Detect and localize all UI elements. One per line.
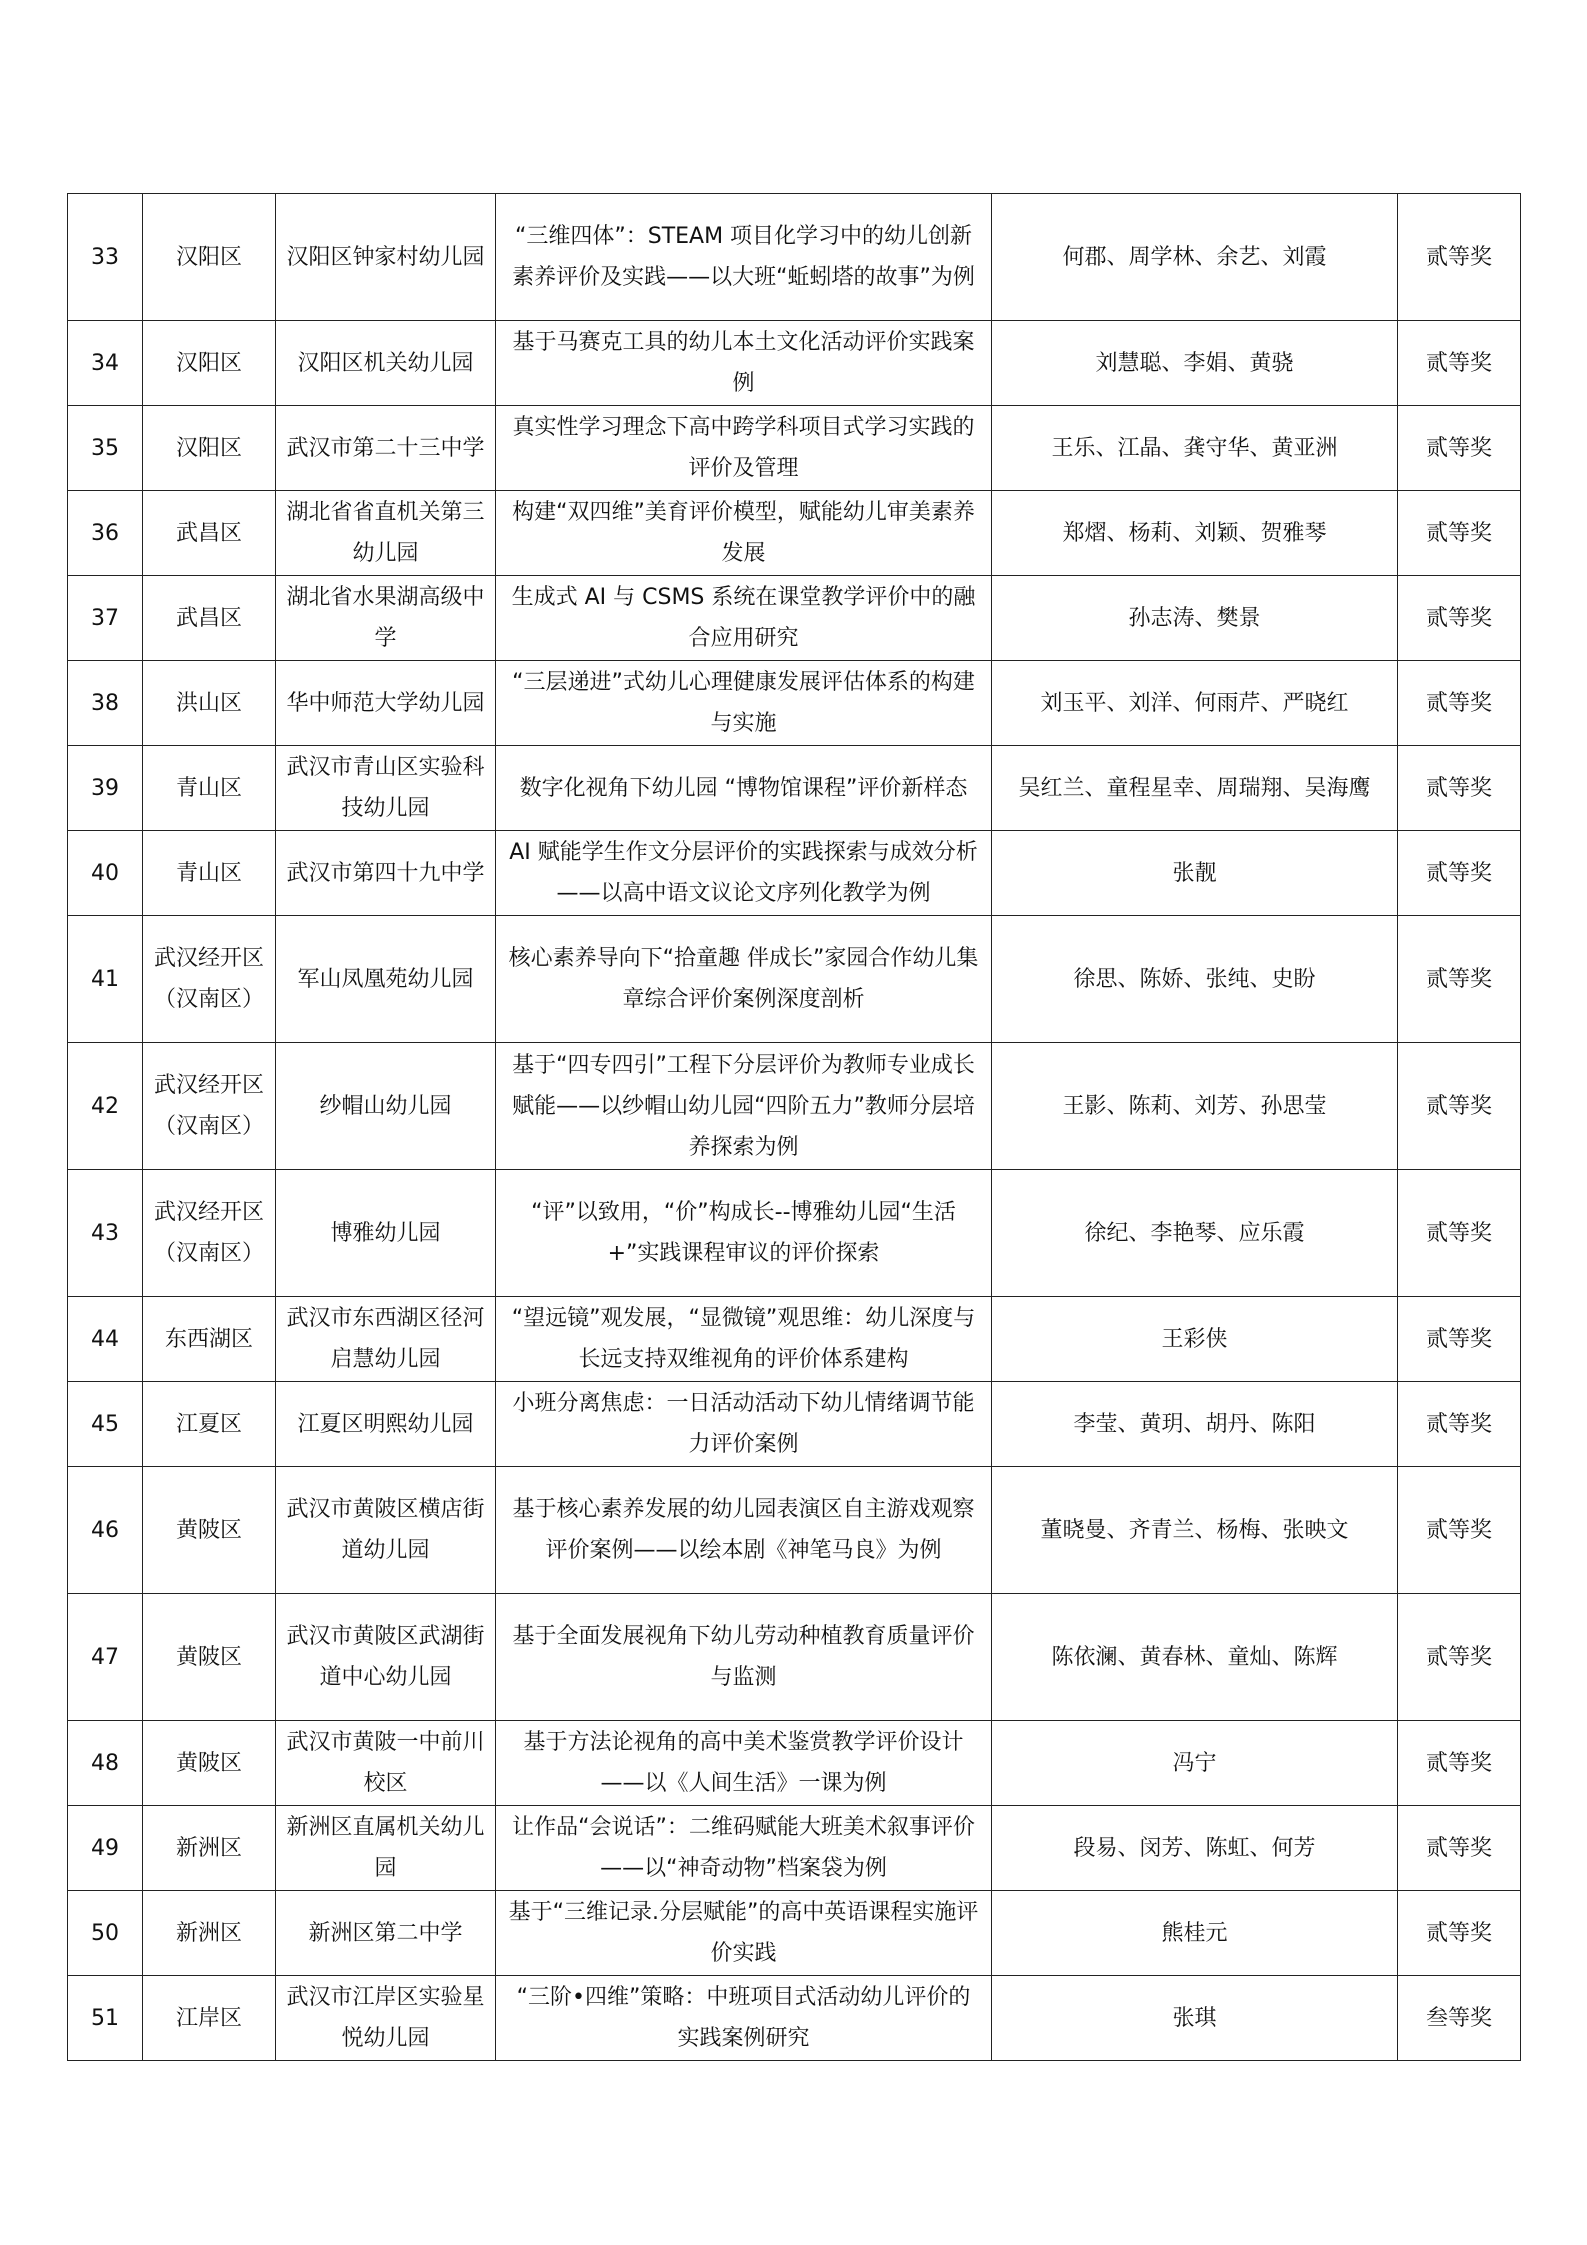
row-number: 44	[68, 1297, 143, 1382]
award-cell: 贰等奖	[1398, 1043, 1521, 1170]
row-number: 47	[68, 1594, 143, 1721]
district-cell: 青山区	[143, 746, 276, 831]
table-row	[68, 1297, 1521, 1382]
title-cell: AI 赋能学生作文分层评价的实践探索与成效分析——以高中语文议论文序列化教学为例	[496, 831, 992, 916]
authors-cell: 王乐、江晶、龚守华、黄亚洲	[992, 406, 1398, 491]
table-row	[68, 321, 1521, 406]
award-cell: 贰等奖	[1398, 491, 1521, 576]
district-cell: 江夏区	[143, 1382, 276, 1467]
district-cell: 武昌区	[143, 491, 276, 576]
school-cell: 新洲区第二中学	[276, 1891, 496, 1976]
authors-cell: 李莹、黄玥、胡丹、陈阳	[992, 1382, 1398, 1467]
school-cell: 湖北省省直机关第三幼儿园	[276, 491, 496, 576]
title-cell: “三层递进”式幼儿心理健康发展评估体系的构建与实施	[496, 661, 992, 746]
school-cell: 新洲区直属机关幼儿园	[276, 1806, 496, 1891]
authors-cell: 郑熠、杨莉、刘颖、贺雅琴	[992, 491, 1398, 576]
award-cell: 贰等奖	[1398, 1382, 1521, 1467]
authors-cell: 段易、闵芳、陈虹、何芳	[992, 1806, 1398, 1891]
row-number: 40	[68, 831, 143, 916]
title-cell: 核心素养导向下“拾童趣 伴成长”家园合作幼儿集章综合评价案例深度剖析	[496, 916, 992, 1043]
table-row	[68, 1976, 1521, 2061]
authors-cell: 孙志涛、樊景	[992, 576, 1398, 661]
table-row	[68, 746, 1521, 831]
row-number: 35	[68, 406, 143, 491]
authors-cell: 王彩侠	[992, 1297, 1398, 1382]
district-cell: 黄陂区	[143, 1594, 276, 1721]
table-row	[68, 1170, 1521, 1297]
awards-table	[67, 193, 1521, 2061]
title-cell: 基于“三维记录.分层赋能”的高中英语课程实施评价实践	[496, 1891, 992, 1976]
school-cell: 武汉市青山区实验科技幼儿园	[276, 746, 496, 831]
table-row	[68, 661, 1521, 746]
district-cell: 新洲区	[143, 1891, 276, 1976]
title-cell: “三维四体”：STEAM 项目化学习中的幼儿创新素养评价及实践——以大班“蚯蚓塔的故事”为例	[496, 194, 992, 321]
table-row	[68, 1891, 1521, 1976]
authors-cell: 冯宁	[992, 1721, 1398, 1806]
award-cell: 贰等奖	[1398, 1170, 1521, 1297]
district-cell: 东西湖区	[143, 1297, 276, 1382]
table-row	[68, 916, 1521, 1043]
authors-cell: 董晓曼、齐青兰、杨梅、张映文	[992, 1467, 1398, 1594]
table-row	[68, 1043, 1521, 1170]
award-cell: 贰等奖	[1398, 1297, 1521, 1382]
district-cell: 洪山区	[143, 661, 276, 746]
award-cell: 贰等奖	[1398, 916, 1521, 1043]
authors-cell: 王影、陈莉、刘芳、孙思莹	[992, 1043, 1398, 1170]
table-row	[68, 576, 1521, 661]
title-cell: 数字化视角下幼儿园 “博物馆课程”评价新样态	[496, 746, 992, 831]
row-number: 49	[68, 1806, 143, 1891]
award-cell: 贰等奖	[1398, 1594, 1521, 1721]
title-cell: “三阶•四维”策略：中班项目式活动幼儿评价的实践案例研究	[496, 1976, 992, 2061]
title-cell: 基于方法论视角的高中美术鉴赏教学评价设计——以《人间生活》一课为例	[496, 1721, 992, 1806]
award-cell: 贰等奖	[1398, 194, 1521, 321]
row-number: 50	[68, 1891, 143, 1976]
school-cell: 汉阳区机关幼儿园	[276, 321, 496, 406]
row-number: 41	[68, 916, 143, 1043]
school-cell: 武汉市第四十九中学	[276, 831, 496, 916]
row-number: 33	[68, 194, 143, 321]
title-cell: 基于马赛克工具的幼儿本土文化活动评价实践案例	[496, 321, 992, 406]
title-cell: “评”以致用，“价”构成长--博雅幼儿园“生活+”实践课程审议的评价探索	[496, 1170, 992, 1297]
title-cell: 生成式 AI 与 CSMS 系统在课堂教学评价中的融合应用研究	[496, 576, 992, 661]
title-cell: 基于核心素养发展的幼儿园表演区自主游戏观察评价案例——以绘本剧《神笔马良》为例	[496, 1467, 992, 1594]
school-cell: 江夏区明熙幼儿园	[276, 1382, 496, 1467]
authors-cell: 张靓	[992, 831, 1398, 916]
school-cell: 武汉市黄陂区横店街道幼儿园	[276, 1467, 496, 1594]
table-row	[68, 491, 1521, 576]
authors-cell: 张琪	[992, 1976, 1398, 2061]
district-cell: 汉阳区	[143, 194, 276, 321]
title-cell: 让作品“会说话”：二维码赋能大班美术叙事评价——以“神奇动物”档案袋为例	[496, 1806, 992, 1891]
table-row	[68, 194, 1521, 321]
table-row	[68, 1594, 1521, 1721]
title-cell: 基于“四专四引”工程下分层评价为教师专业成长赋能——以纱帽山幼儿园“四阶五力”教师分层培养探索为例	[496, 1043, 992, 1170]
authors-cell: 陈依澜、黄春林、童灿、陈辉	[992, 1594, 1398, 1721]
table-row	[68, 1382, 1521, 1467]
title-cell: 基于全面发展视角下幼儿劳动种植教育质量评价与监测	[496, 1594, 992, 1721]
award-cell: 贰等奖	[1398, 406, 1521, 491]
school-cell: 武汉市东西湖区径河启慧幼儿园	[276, 1297, 496, 1382]
table-row	[68, 831, 1521, 916]
row-number: 45	[68, 1382, 143, 1467]
row-number: 48	[68, 1721, 143, 1806]
award-cell: 贰等奖	[1398, 576, 1521, 661]
district-cell: 武汉经开区（汉南区）	[143, 916, 276, 1043]
authors-cell: 徐思、陈娇、张纯、史盼	[992, 916, 1398, 1043]
award-cell: 贰等奖	[1398, 831, 1521, 916]
district-cell: 黄陂区	[143, 1721, 276, 1806]
row-number: 39	[68, 746, 143, 831]
table-row	[68, 1467, 1521, 1594]
school-cell: 武汉市第二十三中学	[276, 406, 496, 491]
award-cell: 贰等奖	[1398, 321, 1521, 406]
school-cell: 纱帽山幼儿园	[276, 1043, 496, 1170]
award-cell: 叁等奖	[1398, 1976, 1521, 2061]
school-cell: 湖北省水果湖高级中学	[276, 576, 496, 661]
table-row	[68, 1806, 1521, 1891]
authors-cell: 何郡、周学林、余艺、刘霞	[992, 194, 1398, 321]
school-cell: 华中师范大学幼儿园	[276, 661, 496, 746]
row-number: 42	[68, 1043, 143, 1170]
award-cell: 贰等奖	[1398, 1721, 1521, 1806]
school-cell: 武汉市黄陂一中前川校区	[276, 1721, 496, 1806]
school-cell: 博雅幼儿园	[276, 1170, 496, 1297]
district-cell: 汉阳区	[143, 321, 276, 406]
row-number: 46	[68, 1467, 143, 1594]
school-cell: 武汉市江岸区实验星悦幼儿园	[276, 1976, 496, 2061]
award-cell: 贰等奖	[1398, 1467, 1521, 1594]
district-cell: 武汉经开区（汉南区）	[143, 1043, 276, 1170]
authors-cell: 熊桂元	[992, 1891, 1398, 1976]
row-number: 37	[68, 576, 143, 661]
district-cell: 新洲区	[143, 1806, 276, 1891]
title-cell: 小班分离焦虑：一日活动活动下幼儿情绪调节能力评价案例	[496, 1382, 992, 1467]
row-number: 38	[68, 661, 143, 746]
authors-cell: 刘慧聪、李娟、黄骁	[992, 321, 1398, 406]
district-cell: 江岸区	[143, 1976, 276, 2061]
district-cell: 武汉经开区（汉南区）	[143, 1170, 276, 1297]
authors-cell: 徐纪、李艳琴、应乐霞	[992, 1170, 1398, 1297]
title-cell: 构建“双四维”美育评价模型，赋能幼儿审美素养发展	[496, 491, 992, 576]
table-row	[68, 406, 1521, 491]
district-cell: 黄陂区	[143, 1467, 276, 1594]
award-cell: 贰等奖	[1398, 661, 1521, 746]
row-number: 51	[68, 1976, 143, 2061]
title-cell: “望远镜”观发展，“显微镜”观思维：幼儿深度与长远支持双维视角的评价体系建构	[496, 1297, 992, 1382]
award-cell: 贰等奖	[1398, 1806, 1521, 1891]
authors-cell: 吴红兰、童程星幸、周瑞翔、吴海鹰	[992, 746, 1398, 831]
row-number: 43	[68, 1170, 143, 1297]
school-cell: 武汉市黄陂区武湖街道中心幼儿园	[276, 1594, 496, 1721]
award-cell: 贰等奖	[1398, 1891, 1521, 1976]
district-cell: 武昌区	[143, 576, 276, 661]
district-cell: 汉阳区	[143, 406, 276, 491]
row-number: 34	[68, 321, 143, 406]
row-number: 36	[68, 491, 143, 576]
authors-cell: 刘玉平、刘洋、何雨芹、严晓红	[992, 661, 1398, 746]
district-cell: 青山区	[143, 831, 276, 916]
award-cell: 贰等奖	[1398, 746, 1521, 831]
title-cell: 真实性学习理念下高中跨学科项目式学习实践的评价及管理	[496, 406, 992, 491]
table-row	[68, 1721, 1521, 1806]
school-cell: 汉阳区钟家村幼儿园	[276, 194, 496, 321]
school-cell: 军山凤凰苑幼儿园	[276, 916, 496, 1043]
